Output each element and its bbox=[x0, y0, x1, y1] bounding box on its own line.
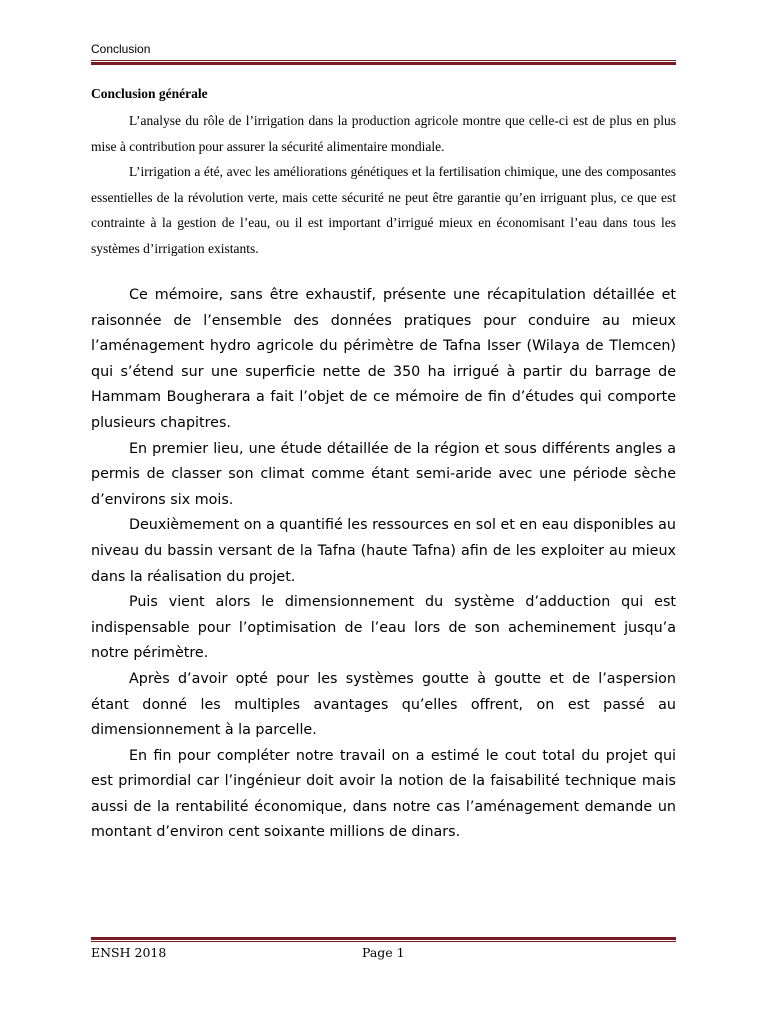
paragraph: L’analyse du rôle de l’irrigation dans la production agricole montre que celle-ci est de plus en plus mise à contribution pour assurer la sécurité alimentaire mondiale. bbox=[91, 113, 676, 154]
paragraph: Après d’avoir opté pour les systèmes goutte à goutte et de l’aspersion étant donné les multiples avantages qu’elles offrent, on est passé au dimensionnement à la parcelle. bbox=[91, 670, 676, 739]
paragraph: Puis vient alors le dimensionnement du système d’adduction qui est indispensable pour l’optimisation de l’eau lors de son acheminement jusqu’a notre périmètre. bbox=[91, 594, 676, 662]
paragraph: Ce mémoire, sans être exhaustif, présente une récapitulation détaillée et raisonnée de l’ensemble des données pratiques pour conduire au mieux l’aménagement hydro agricole du périmètre de Tafna Isser (Wilaya de Tlemcen) qui s’étend sur une superficie nette de 350 ha irrigué à partir du barrage de Hammam Bougherara a fait l’objet de ce mémoire de fin d’études qui comporte plusieurs chapitres. bbox=[91, 287, 676, 431]
paragraph: L’irrigation a été, avec les améliorations génétiques et la fertilisation chimique, une des composantes essentielles de la révolution verte, mais cette sécurité ne peut être garantie qu’en irriguant plus, ce que est contrainte à la gestion de l’eau, ou il est important d’irrigué mieux en économisant l’eau dans tous les systèmes d’irrigation existants. bbox=[91, 164, 676, 256]
section-title: Conclusion générale bbox=[91, 86, 208, 101]
footer-rule bbox=[91, 937, 676, 942]
running-header: Conclusion bbox=[91, 42, 151, 56]
paragraph: En premier lieu, une étude détaillée de la région et sous différents angles a permis de classer son climat comme étant semi-aride avec une période sèche d’environs six mois. bbox=[91, 440, 676, 508]
footer-label: ENSH 2018 bbox=[91, 945, 167, 960]
footer-rule-thick bbox=[91, 937, 676, 940]
footer-rule-thin bbox=[91, 941, 676, 942]
header-rule bbox=[91, 60, 676, 65]
header-rule-thin bbox=[91, 60, 676, 61]
paragraph: Deuxièmement on a quantifié les ressources en sol et en eau disponibles au niveau du bassin versant de la Tafna (haute Tafna) afin de les exploiter au mieux dans la réalisation du projet. bbox=[91, 517, 676, 585]
paragraph: En fin pour compléter notre travail on a estimé le cout total du projet qui est primordial car l’ingénieur doit avoir la notion de la faisabilité technique mais aussi de la rentabilité économique, dans notre cas l’aménagement demande un montant d’environ cent soixante millions de dinars. bbox=[91, 747, 676, 841]
page-number: Page 1 bbox=[362, 945, 405, 960]
intro-text bbox=[91, 108, 676, 261]
header-rule-thick bbox=[91, 62, 676, 65]
body-text bbox=[91, 283, 676, 846]
